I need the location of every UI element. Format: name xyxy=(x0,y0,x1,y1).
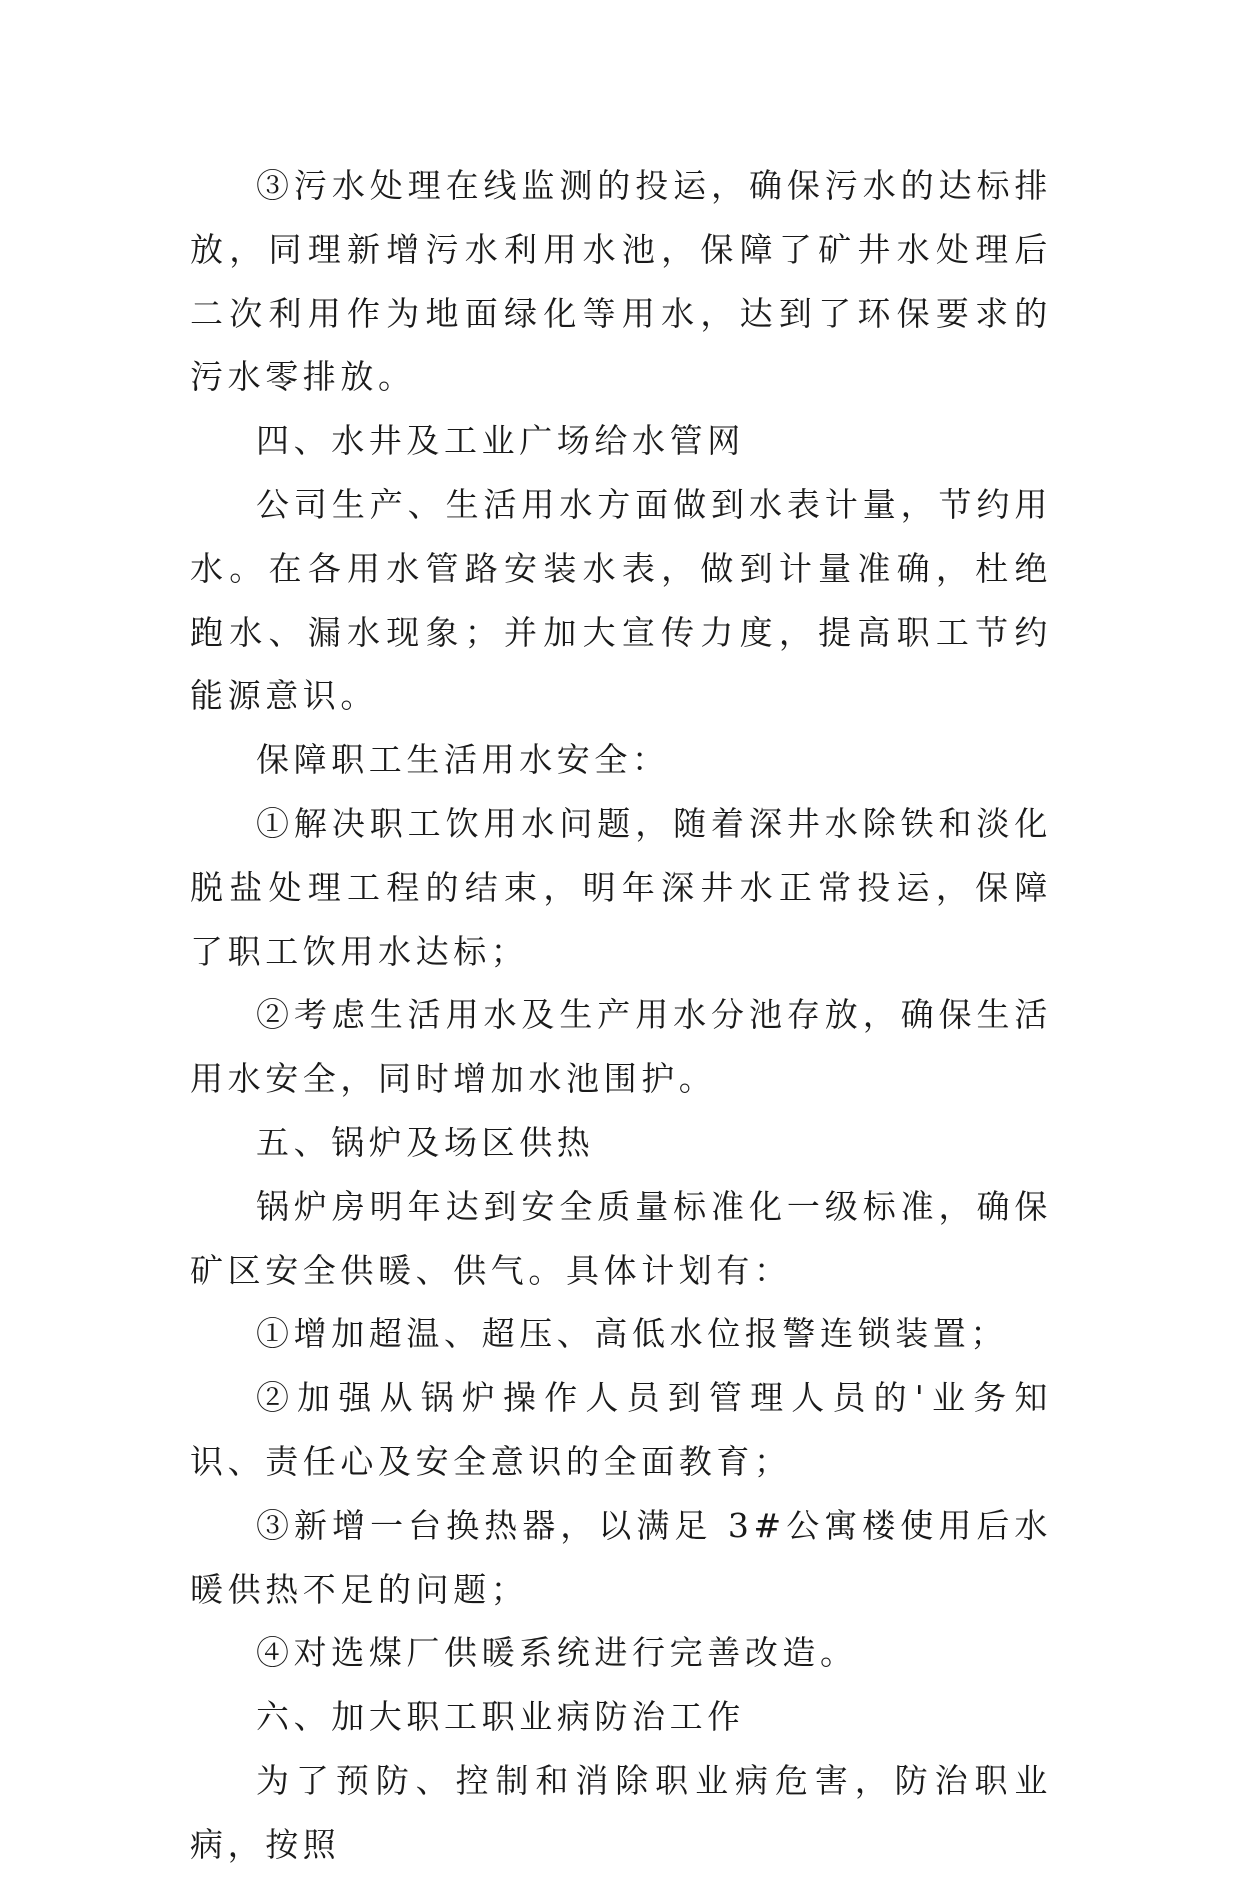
paragraph-boiler-standard: 锅炉房明年达到安全质量标准化一级标准，确保矿区安全供暖、供气。具体计划有： xyxy=(190,1186,1052,1290)
paragraph-staff-education: ②加强从锅炉操作人员到管理人员的'业务知识、责任心及安全意识的全面教育； xyxy=(190,1378,1052,1481)
document-body xyxy=(190,154,1052,1877)
section-heading-boiler-heating: 五、锅炉及场区供热 xyxy=(256,1122,595,1162)
paragraph-heating-renovation: ④对选煤厂供暖系统进行完善改造。 xyxy=(256,1633,858,1673)
paragraph-drinking-water: ①解决职工饮用水问题，随着深井水除铁和淡化脱盐处理工程的结束，明年深井水正常投运，保障了职工饮用水达标； xyxy=(190,803,1052,971)
paragraph-disease-prevention: 为了预防、控制和消除职业病危害，防治职业病，按照 xyxy=(190,1760,1052,1864)
paragraph-separate-pools: ②考虑生活用水及生产用水分池存放，确保生活用水安全，同时增加水池围护。 xyxy=(190,995,1052,1099)
paragraph-water-metering: 公司生产、生活用水方面做到水表计量，节约用水。在各用水管路安装水表，做到计量准确，杜绝跑水、漏水现象；并加大宣传力度，提高职工节约能源意识。 xyxy=(190,484,1052,716)
paragraph-sewage-monitoring: ③污水处理在线监测的投运，确保污水的达标排放，同理新增污水利用水池，保障了矿井水处理后二次利用作为地面绿化等用水，达到了环保要求的污水零排放。 xyxy=(190,166,1052,397)
section-heading-occupational-disease: 六、加大职工职业病防治工作 xyxy=(256,1697,745,1737)
section-heading-water-supply: 四、水井及工业广场给水管网 xyxy=(256,421,745,461)
paragraph-water-safety-intro: 保障职工生活用水安全： xyxy=(256,740,670,780)
paragraph-heat-exchanger: ③新增一台换热器，以满足 3#公寓楼使用后水暖供热不足的问题； xyxy=(190,1505,1052,1609)
paragraph-alarm-device: ①增加超温、超压、高低水位报警连锁装置； xyxy=(256,1314,1008,1354)
